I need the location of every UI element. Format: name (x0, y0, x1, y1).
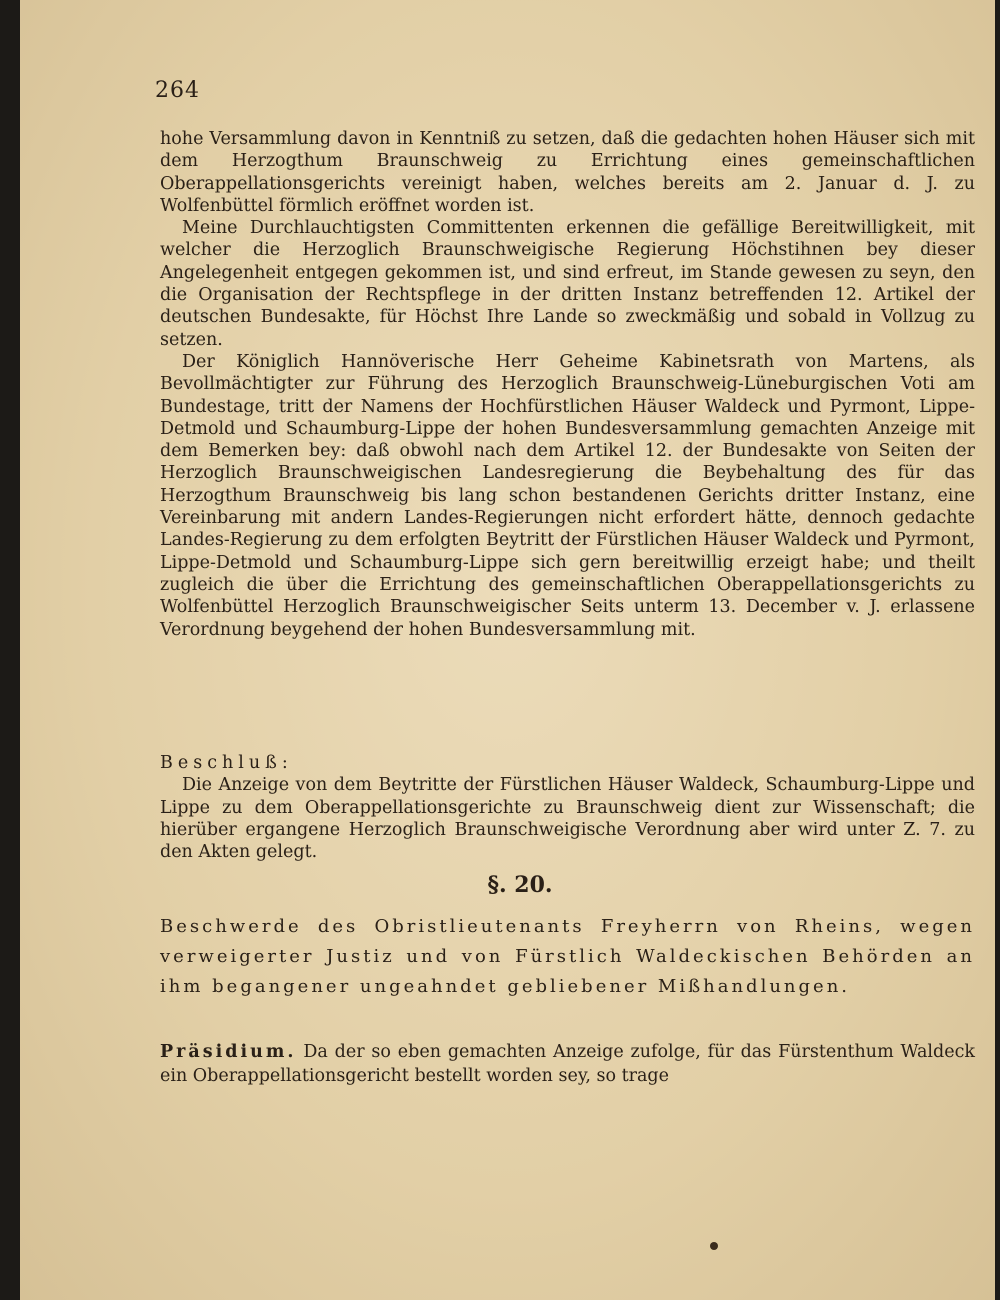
paragraph-3: Der Königlich Hannöverische Herr Geheime Kabinetsrath von Martens, als Bevollmächtigter zur Führung des Herzoglich Braunschweig-Lüneburgischen Voti am Bundestage, tritt der Namens der Hochfürstlichen Häuser Waldeck und Pyrmont, Lippe-Detmold und Schaumburg-Lippe der hohen Bundesversammlung gemachten Anzeige mit dem Bemerken bey: daß obwohl nach dem Artikel 12. der Bundesakte von Seiten der Herzoglich Braunschweigischen Landesregierung die Beybehaltung des für das Herzogthum Braunschweig bis lang schon bestandenen Gerichts dritter Instanz, eine Vereinbarung mit andern Landes-Regierungen nicht erfordert hätte, dennoch gedachte Landes-Regierung zu dem erfolgten Beytritt der Fürstlichen Häuser Waldeck und Pyrmont, Lippe-Detmold und Schaumburg-Lippe sich gern bereitwillig erzeigt habe; und theilt zugleich die über die Errichtung des gemeinschaftlichen Oberappellationsgerichts zu Wolfenbüttel Herzoglich Braunschweigischer Seits unterm 13. December v. J. erlassene Verordnung beygehend der hohen Bundesversammlung mit. (160, 351, 975, 640)
resolution-heading: Beschluß: (160, 753, 293, 773)
paragraph-2: Meine Durchlauchtigsten Committenten erkennen die gefällige Bereitwilligkeit, mit welcher die Herzoglich Braunschweigische Regierung Höchstihnen bey dieser Angelegenheit entgegen gekommen ist, und sind erfreut, im Stande gewesen zu seyn, den die Organisation der Rechtspflege in der dritten Instanz betreffenden 12. Artikel der deutschen Bundesakte, für Höchst Ihre Lande so zweckmäßig und sobald in Vollzug zu setzen. (160, 218, 975, 350)
presidium-label: Präsidium. (160, 1042, 297, 1062)
resolution-block (160, 752, 975, 863)
body-text-upper (160, 128, 975, 641)
book-page (20, 0, 995, 1300)
section-title: Beschwerde des Obristlieutenants Freyherrn von Rheins, wegen verweigerter Justiz und von Fürstlich Waldeckischen Behörden an ihm begangener ungeahndet gebliebener Mißhandlungen. (160, 916, 975, 997)
presidium-text: Da der so eben gemachten Anzeige zufolge, für das Fürstenthum Waldeck ein Oberappellationsgericht bestellt worden sey, so trage (160, 1042, 975, 1086)
section-number: §. 20. (487, 872, 553, 898)
ink-speck (710, 1242, 718, 1250)
presidium-paragraph (160, 1040, 975, 1088)
paragraph-1: hohe Versammlung davon in Kenntniß zu setzen, daß die gedachten hohen Häuser sich mit dem Herzogthum Braunschweig zu Errichtung eines gemeinschaftlichen Oberappellationsgerichts vereinigt haben, welches bereits am 2. Januar d. J. zu Wolfenbüttel förmlich eröffnet worden ist. (160, 129, 975, 216)
resolution-text: Die Anzeige von dem Beytritte der Fürstlichen Häuser Waldeck, Schaumburg-Lippe und Lippe zu dem Oberappellationsgerichte zu Braunschweig dient zur Wissenschaft; die hierüber ergangene Herzoglich Braunschweigische Verordnung aber wird unter Z. 7. zu den Akten gelegt. (160, 775, 975, 863)
page-number: 264 (155, 78, 200, 103)
